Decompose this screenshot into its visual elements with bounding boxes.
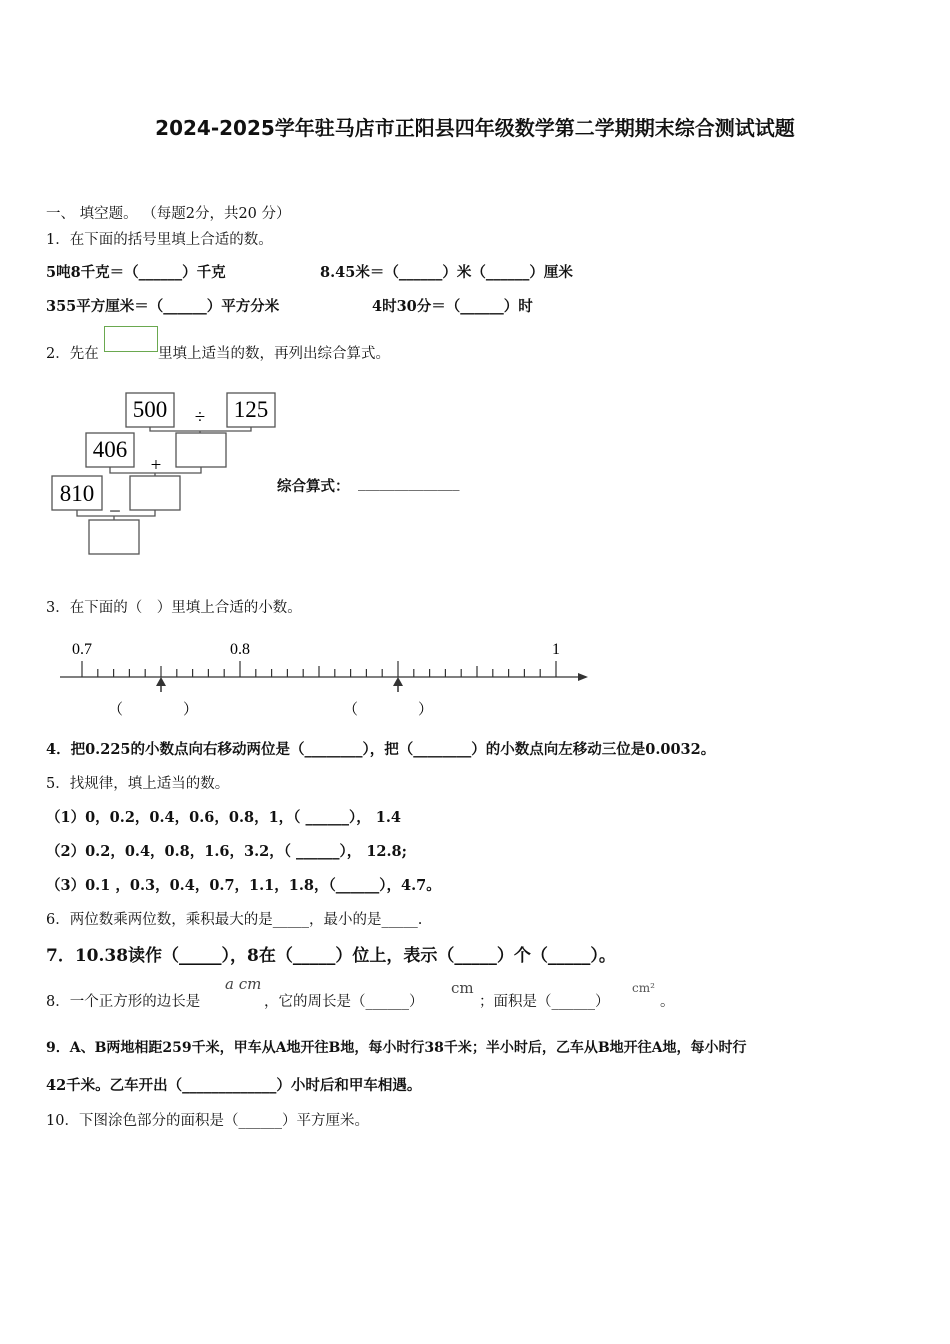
- q1-a: 5吨8千克＝（______）千克: [46, 264, 226, 281]
- q8-mid: ，它的周长是（______）: [264, 994, 424, 1010]
- q8-unit1: cm: [451, 979, 474, 997]
- q2-formula-label: 综合算式：: [277, 478, 350, 495]
- n406: 406: [92, 437, 128, 462]
- q8-unit2: cm²: [632, 981, 655, 995]
- q3-stem: 3．在下面的（ ）里填上合适的小数。: [46, 600, 302, 616]
- q10-text: 10．下图涂色部分的面积是（______）平方厘米。: [46, 1113, 369, 1129]
- q3-paren-2: （ ）: [343, 702, 434, 718]
- q4-text-inner: 4．把0.225的小数点向右移动两位是（________），把（________）的小数点向左移动三位是0.0032。: [46, 741, 716, 758]
- q8-pre: 8．一个正方形的边长是: [46, 994, 201, 1010]
- q7-text: 7．10.38读作（_____），8在（_____）位上，表示（_____）个（_____）。: [46, 946, 616, 966]
- op-minus: _: [110, 493, 120, 514]
- q2-diagram: [40, 385, 290, 560]
- q5-s2: （2）0.2，0.4，0.8，1.6，3.2，（ ______）， 12.8;: [46, 843, 407, 860]
- section-header: 一、 填空题。 （每题2分，共20 分）: [46, 206, 291, 222]
- op-plus: +: [150, 455, 162, 476]
- q3-number-line: [56, 634, 596, 724]
- q8-side: a cm: [225, 975, 262, 993]
- tick-label-07: 0.7: [72, 641, 92, 658]
- q2-inline-box: [104, 326, 158, 352]
- q2-formula-blank: ______________: [358, 475, 460, 491]
- box-quotient: [176, 433, 226, 467]
- q8-mid2: ；面积是（______）: [479, 994, 610, 1010]
- q9-line2: 42千米。乙车开出（_____________）小时后和甲车相遇。: [46, 1077, 422, 1094]
- q8-end: 。: [660, 994, 675, 1010]
- q6-text: 6．两位数乘两位数，乘积最大的是_____，最小的是_____.: [46, 912, 423, 928]
- box-sum: [130, 476, 180, 510]
- arrow-1: [156, 677, 166, 692]
- q1-b: 8.45米＝（______）米（______）厘米: [320, 264, 573, 281]
- n500: 500: [132, 397, 168, 422]
- n810: 810: [59, 481, 95, 506]
- q1-stem: 1．在下面的括号里填上合适的数。: [46, 232, 273, 248]
- q1-c: 355平方厘米＝（______）平方分米: [46, 298, 280, 315]
- q3-paren-1: （ ）: [108, 702, 199, 718]
- q5-s3: （3）0.1 ，0.3，0.4，0.7，1.1，1.8，（______），4.7。: [46, 877, 441, 894]
- box-result: [89, 520, 139, 554]
- arrow-2: [393, 677, 403, 692]
- q1-d: 4时30分＝（______）时: [372, 298, 533, 315]
- q2-stem-post: 里填上适当的数，再列出综合算式。: [158, 346, 390, 362]
- q4-text: [46, 738, 715, 759]
- op-div: ÷: [194, 407, 206, 428]
- n125: 125: [233, 397, 269, 422]
- q5-s1: （1）0，0.2，0.4，0.6，0.8，1，（ ______）， 1.4: [46, 809, 401, 826]
- q5-stem: 5．找规律，填上适当的数。: [46, 776, 230, 792]
- tick-label-1: 1: [552, 641, 560, 658]
- q2-stem-pre: 2．先在: [46, 346, 99, 362]
- q9-line1: 9．A、B两地相距259千米，甲车从A地开往B地，每小时行38千米；半小时后，乙车从B地开往A地，每小时行: [46, 1040, 747, 1056]
- tick-label-08: 0.8: [230, 641, 250, 658]
- page-title: 2024-2025学年驻马店市正阳县四年级数学第二学期期末综合测试试题: [155, 116, 795, 140]
